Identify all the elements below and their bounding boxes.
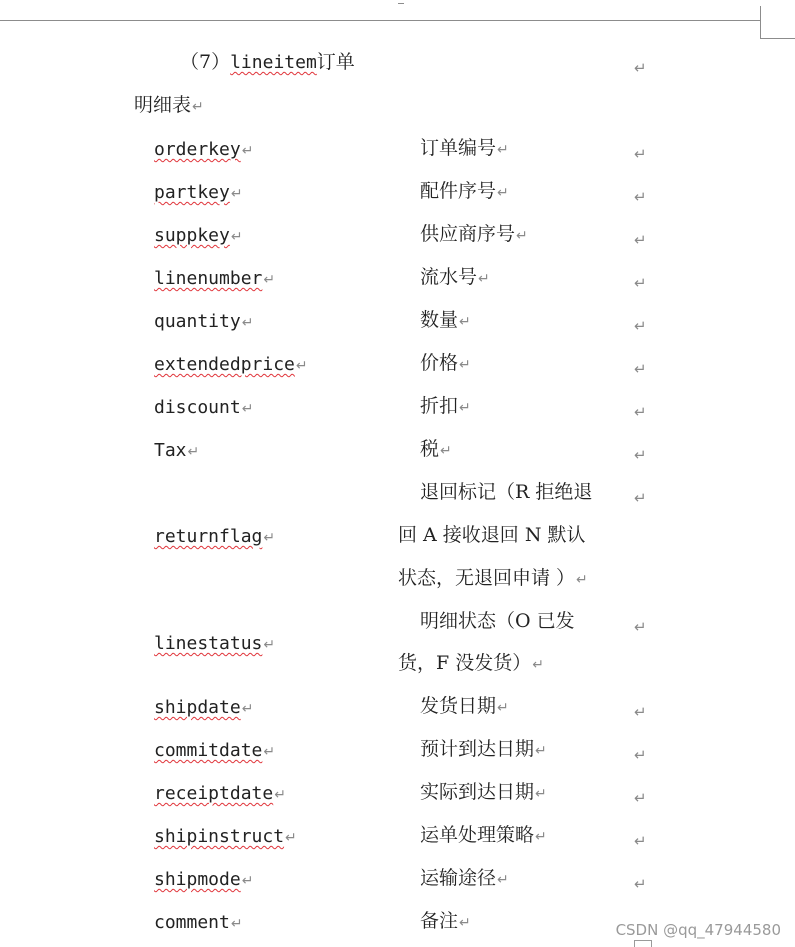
field-desc: 供应商序号↵	[420, 223, 528, 245]
field-name: linestatus↵	[154, 633, 276, 654]
paragraph-mark: ↵	[241, 401, 254, 417]
section-prefix: （7）	[180, 51, 231, 73]
field-desc-line: 状态，无退回申请 ）↵	[398, 567, 588, 589]
right-paragraph-mark: ↵	[634, 317, 647, 335]
field-desc: 折扣↵	[420, 395, 471, 417]
paragraph-mark: ↵	[576, 572, 588, 588]
field-desc-line: 回 A 接收退回 N 默认	[398, 524, 586, 546]
paragraph-mark: ↵	[263, 530, 276, 546]
paragraph-mark: ↵	[241, 701, 254, 717]
paragraph-mark: ↵	[274, 787, 286, 803]
paragraph-mark: ↵	[230, 916, 243, 932]
paragraph-mark: ↵	[241, 873, 254, 889]
right-paragraph-mark: ↵	[634, 274, 647, 292]
margin-corner-vertical	[760, 6, 761, 38]
right-paragraph-mark: ↵	[634, 618, 647, 636]
right-paragraph-mark: ↵	[634, 360, 647, 378]
paragraph-mark: ↵	[497, 185, 509, 201]
paragraph-mark: ↵	[295, 358, 308, 374]
section-title-continued	[134, 92, 204, 120]
paragraph-mark: ↵	[230, 229, 243, 245]
field-name: orderkey↵	[154, 139, 254, 160]
field-name: returnflag↵	[154, 526, 276, 547]
paragraph-mark: ↵	[192, 99, 204, 115]
field-name: suppkey↵	[154, 225, 243, 246]
field-name: extendedprice↵	[154, 354, 308, 375]
field-desc: 配件序号↵	[420, 180, 509, 202]
field-desc: 数量↵	[420, 309, 471, 331]
field-name: quantity↵	[154, 311, 254, 332]
field-desc: 价格↵	[420, 352, 471, 374]
field-desc: 实际到达日期↵	[420, 781, 547, 803]
paragraph-mark: ↵	[535, 743, 547, 759]
paragraph-mark: ↵	[241, 315, 254, 331]
paragraph-mark: ↵	[187, 444, 200, 460]
field-desc: 发货日期↵	[420, 695, 509, 717]
field-desc: 备注↵	[420, 910, 471, 932]
right-paragraph-mark: ↵	[634, 403, 647, 421]
field-name: linenumber↵	[154, 268, 276, 289]
paragraph-mark: ↵	[497, 700, 509, 716]
paragraph-mark: ↵	[532, 657, 544, 673]
paragraph-mark: ↵	[263, 272, 276, 288]
paragraph-mark: ↵	[263, 744, 276, 760]
field-desc: 税↵	[420, 438, 452, 460]
watermark: CSDN @qq_47944580	[615, 921, 781, 939]
field-desc: 运输途径↵	[420, 867, 509, 889]
field-name: partkey↵	[154, 182, 243, 203]
field-name: Tax↵	[154, 440, 200, 461]
section-table-name: lineitem	[230, 52, 317, 73]
section-title-part2: 明细表	[134, 94, 192, 116]
right-paragraph-mark: ↵	[634, 489, 647, 507]
right-paragraph-mark: ↵	[634, 446, 647, 464]
paragraph-mark: ↵	[516, 228, 528, 244]
paragraph-mark: ↵	[459, 357, 471, 373]
section-title-part1: 订单	[316, 51, 355, 73]
field-name: commitdate↵	[154, 740, 276, 761]
paragraph-mark: ↵	[478, 271, 490, 287]
right-paragraph-mark: ↵	[634, 231, 647, 249]
right-paragraph-mark: ↵	[634, 188, 647, 206]
field-desc: 订单编号↵	[420, 137, 509, 159]
field-desc-line: 退回标记（R 拒绝退	[420, 481, 593, 503]
field-name: comment↵	[154, 912, 243, 933]
header-tick	[398, 0, 404, 4]
right-paragraph-mark: ↵	[634, 832, 647, 850]
paragraph-mark: ↵	[497, 872, 509, 888]
field-desc: 预计到达日期↵	[420, 738, 547, 760]
field-name: shipmode↵	[154, 869, 254, 890]
paragraph-mark: ↵	[459, 314, 471, 330]
paragraph-mark: ↵	[285, 830, 297, 846]
field-desc-line: 明细状态（O 已发	[420, 610, 575, 632]
right-paragraph-mark: ↵	[634, 789, 647, 807]
field-name: receiptdate↵	[154, 783, 286, 804]
section-title	[180, 49, 355, 76]
right-paragraph-mark: ↵	[634, 875, 647, 893]
paragraph-mark: ↵	[459, 915, 471, 931]
right-paragraph-mark: ↵	[634, 59, 647, 77]
paragraph-mark: ↵	[263, 637, 276, 653]
paragraph-mark: ↵	[440, 443, 452, 459]
field-desc-line: 货，F 没发货）↵	[398, 652, 544, 674]
paragraph-mark: ↵	[459, 400, 471, 416]
margin-corner-horizontal	[760, 38, 795, 39]
paragraph-mark: ↵	[230, 186, 243, 202]
field-name: shipinstruct↵	[154, 826, 297, 847]
paragraph-mark: ↵	[535, 829, 547, 845]
right-paragraph-mark: ↵	[634, 145, 647, 163]
header-rule	[0, 20, 760, 21]
field-name: shipdate↵	[154, 697, 254, 718]
paragraph-mark: ↵	[535, 786, 547, 802]
field-name: discount↵	[154, 397, 254, 418]
right-paragraph-mark: ↵	[634, 746, 647, 764]
paragraph-mark: ↵	[497, 142, 509, 158]
field-desc: 流水号↵	[420, 266, 490, 288]
field-desc: 运单处理策略↵	[420, 824, 547, 846]
page-bottom-box	[634, 940, 652, 947]
paragraph-mark: ↵	[241, 143, 254, 159]
right-paragraph-mark: ↵	[634, 703, 647, 721]
